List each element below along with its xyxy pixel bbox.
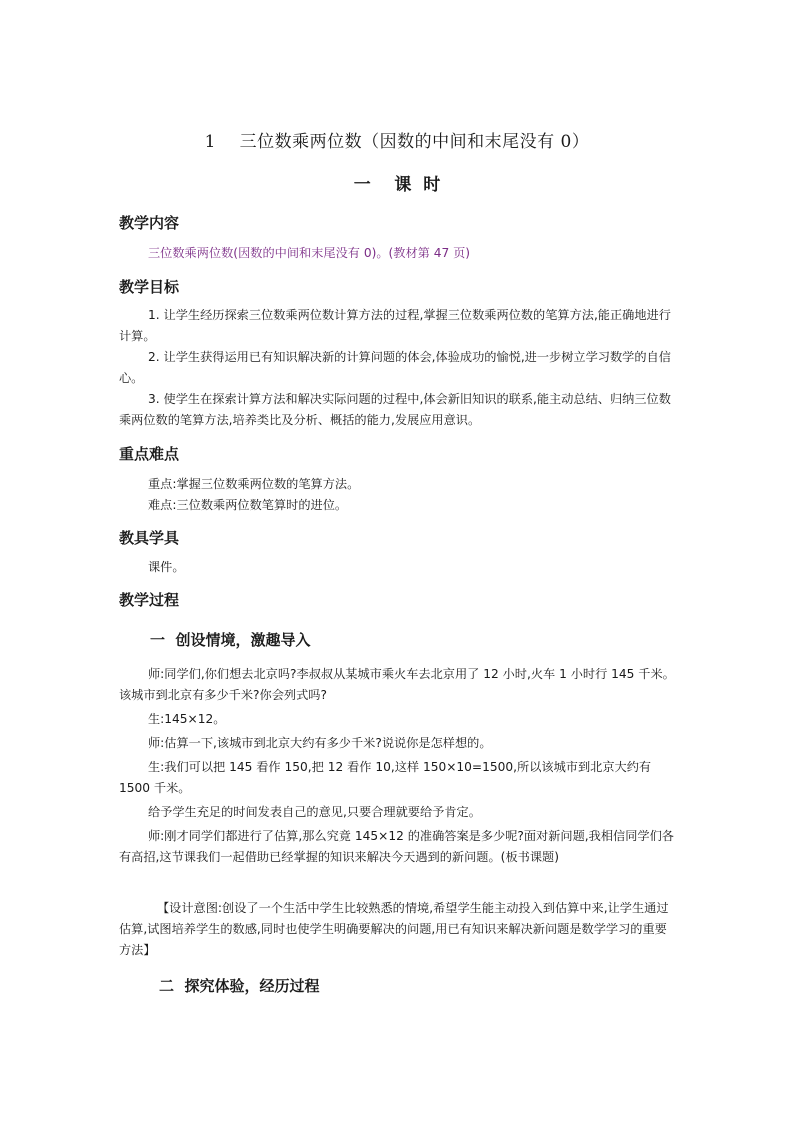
content-text: 三位数乘两位数(因数的中间和末尾没有 0)。(教材第 47 页) xyxy=(148,246,471,260)
key-point: 重点:掌握三位数乘两位数的笔算方法。 xyxy=(148,477,360,491)
step-1-heading: 一 创设情境，激趣导入 xyxy=(150,631,311,649)
paragraph-1: 师:同学们,你们想去北京吗?李叔叔从某城市乘火车去北京用了 12 小时,火车 1 小时行 145 千米。该城市到北京有多少千米?你会列式吗? xyxy=(119,667,675,702)
paragraph-3: 师:估算一下,该城市到北京大约有多少千米?说说你是怎样想的。 xyxy=(148,736,492,750)
paragraph-2: 生:145×12。 xyxy=(148,712,226,726)
tools-heading: 教具学具 xyxy=(119,529,180,547)
process-heading: 教学过程 xyxy=(119,591,180,609)
goal-1: 1. 让学生经历探索三位数乘两位数计算方法的过程,掌握三位数乘两位数的笔算方法,能正确地进行计算。 xyxy=(119,308,671,343)
design-intent-note: 【设计意图:创设了一个生活中学生比较熟悉的情境,希望学生能主动投入到估算中来,让学生通过估算,试图培养学生的数感,同时也使学生明确要解决的问题,用已有知识来解决新问题是数学学习的重要方法】 xyxy=(119,901,669,957)
paragraph-5: 给予学生充足的时间发表自己的意见,只要合理就要给予肯定。 xyxy=(148,805,481,819)
tools-text: 课件。 xyxy=(148,560,185,574)
difficult-point: 难点:三位数乘两位数笔算时的进位。 xyxy=(148,498,348,512)
paragraph-6: 师:刚才同学们都进行了估算,那么究竟 145×12 的准确答案是多少呢?面对新问题,我相信同学们各有高招,这节课我们一起借助已经掌握的知识来解决今天遇到的新问题。(板书课题) xyxy=(119,829,674,864)
lesson-subtitle: 一 课 时 xyxy=(353,175,441,195)
step-2-heading: 二 探究体验，经历过程 xyxy=(159,977,320,995)
key-heading: 重点难点 xyxy=(119,445,180,463)
lesson-title: 1 三位数乘两位数（因数的中间和末尾没有 0） xyxy=(204,132,590,152)
paragraph-4: 生:我们可以把 145 看作 150,把 12 看作 10,这样 150×10=1500,所以该城市到北京大约有 1500 千米。 xyxy=(119,760,652,795)
goal-2: 2. 让学生获得运用已有知识解决新的计算问题的体会,体验成功的愉悦,进一步树立学习数学的自信心。 xyxy=(119,350,671,385)
goals-heading: 教学目标 xyxy=(119,278,180,296)
content-heading: 教学内容 xyxy=(119,214,180,232)
goal-3: 3. 使学生在探索计算方法和解决实际问题的过程中,体会新旧知识的联系,能主动总结、归纳三位数乘两位数的笔算方法,培养类比及分析、概括的能力,发展应用意识。 xyxy=(119,392,671,427)
